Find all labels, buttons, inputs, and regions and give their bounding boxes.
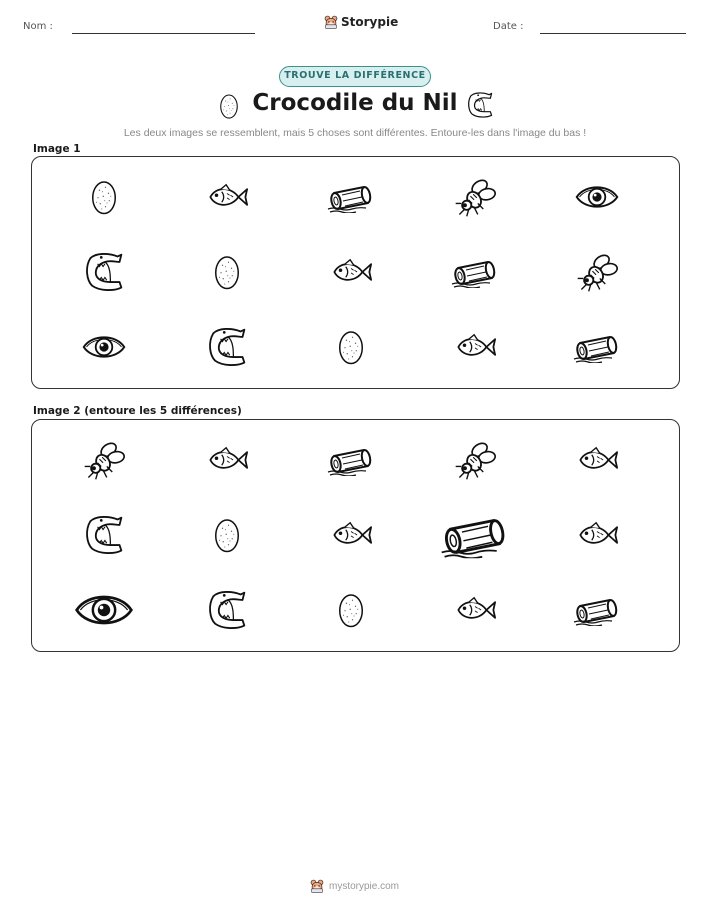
eye-icon [73,588,135,631]
footer-text: mystorypie.com [328,880,399,892]
grid-cell[interactable] [336,327,366,367]
grid-cell[interactable] [83,250,125,294]
date-label: Date : [493,21,524,32]
egg-icon [336,590,366,630]
name-label: Nom : [23,21,53,32]
fish-icon [575,521,619,549]
fish-icon [575,446,619,474]
grid-cell[interactable] [329,258,373,286]
logo-text: Storypie [341,15,399,29]
fish-icon [329,258,373,286]
grid-cell[interactable] [574,250,620,294]
grid-cell[interactable] [452,438,498,482]
grid-cell[interactable] [212,515,242,555]
fish-icon [205,446,249,474]
fish-icon [205,183,249,211]
grid-cell[interactable] [329,521,373,549]
egg-icon [212,252,242,292]
log-icon [572,331,622,363]
fish-icon [453,333,497,361]
log-icon [326,181,376,213]
crocodile-icon [466,90,494,120]
fish-icon [329,521,373,549]
image2-panel[interactable] [31,419,680,652]
crocodile-icon [83,513,125,557]
grid-cell[interactable] [206,325,248,369]
grid-cell[interactable] [452,175,498,219]
fish-icon [453,596,497,624]
log-icon [439,512,512,558]
egg-icon [89,177,119,217]
crocodile-icon [83,250,125,294]
eye-icon [574,181,620,213]
worksheet-badge: TROUVE LA DIFFÉRENCE [279,66,431,87]
grid-cell[interactable] [575,446,619,474]
grid-cell[interactable] [575,521,619,549]
storypie-logo [324,15,398,29]
grid-cell[interactable] [212,252,242,292]
crocodile-icon [206,325,248,369]
egg-icon [212,515,242,555]
grid-cell[interactable] [326,444,376,476]
grid-cell[interactable] [572,594,622,626]
fly-icon [81,438,127,482]
bear-logo-icon [310,879,324,893]
grid-cell[interactable] [81,331,127,363]
grid-cell[interactable] [89,177,119,217]
image1-label: Image 1 [33,143,81,155]
fly-icon [574,250,620,294]
name-field-line[interactable] [72,33,255,34]
fly-icon [452,175,498,219]
grid-cell[interactable] [83,513,125,557]
egg-icon [336,327,366,367]
instructions: Les deux images se ressemblent, mais 5 choses sont différentes. Entoure-les dans l'image du bas ! [123,127,587,139]
grid-cell[interactable] [453,596,497,624]
grid-cell[interactable] [572,331,622,363]
grid-cell[interactable] [439,512,512,558]
log-icon [572,594,622,626]
grid-cell[interactable] [574,181,620,213]
eye-icon [81,331,127,363]
grid-cell[interactable] [326,181,376,213]
crocodile-icon [206,588,248,632]
grid-cell[interactable] [205,446,249,474]
fly-icon [452,438,498,482]
footer [0,879,709,893]
bear-logo-icon [324,15,338,29]
grid-cell[interactable] [73,588,135,631]
grid-cell[interactable] [450,256,500,288]
grid-cell[interactable] [81,438,127,482]
date-field-line[interactable] [540,33,686,34]
grid-cell[interactable] [205,183,249,211]
log-icon [326,444,376,476]
log-icon [450,256,500,288]
grid-cell[interactable] [336,590,366,630]
image1-panel [31,156,680,389]
page-title: Crocodile du Nil [252,90,458,116]
grid-cell[interactable] [453,333,497,361]
image2-label: Image 2 (entoure les 5 différences) [33,405,242,417]
grid-cell[interactable] [206,588,248,632]
